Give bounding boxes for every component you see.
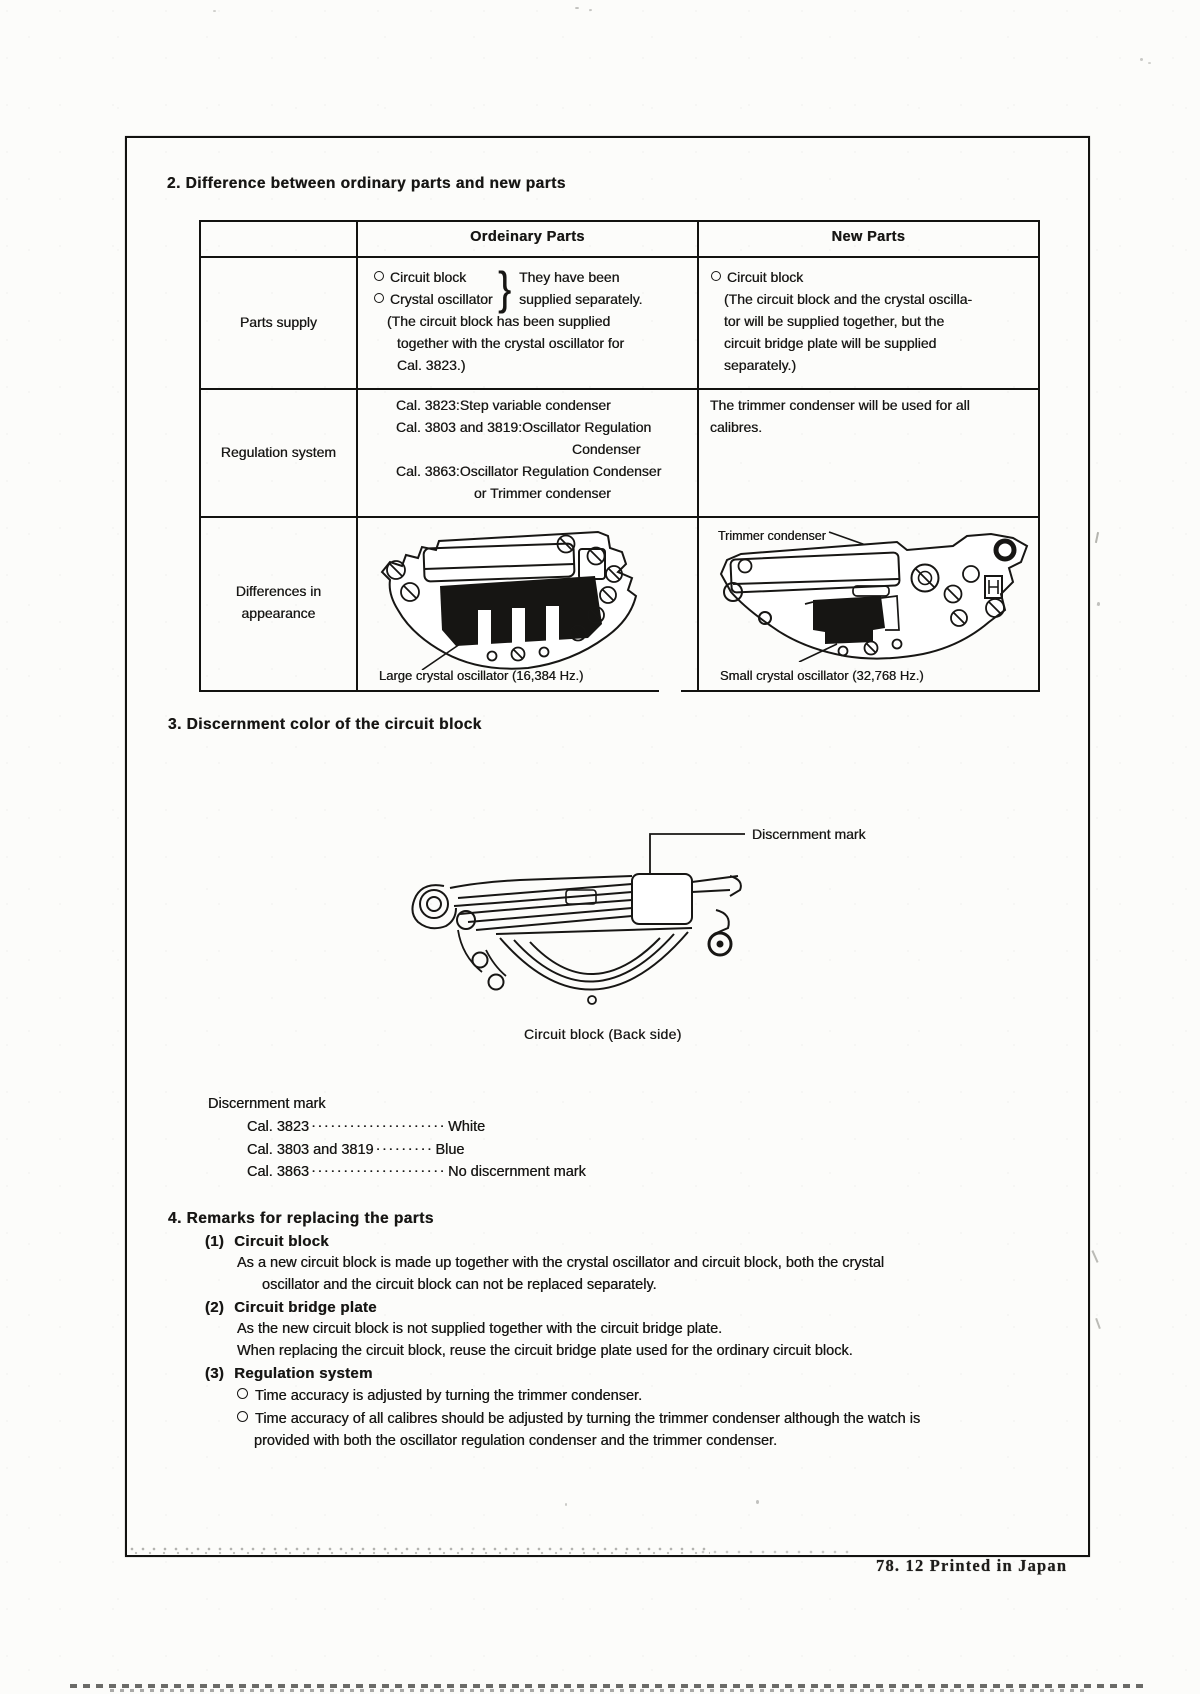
scan-speck — [565, 1503, 567, 1506]
cell-regulation-new: The trimmer condenser will be used for all calibres. — [710, 397, 970, 435]
discernment-mark-callout: Discernment mark — [752, 826, 866, 842]
scan-edge-artifact — [70, 1684, 1145, 1688]
circle-bullet-icon — [374, 271, 384, 281]
scan-speck — [1097, 602, 1100, 606]
print-footer: 78. 12 Printed in Japan — [876, 1556, 1068, 1575]
new-circuit-block-drawing — [701, 530, 1033, 662]
dot-leader: ········· — [375, 1141, 434, 1157]
supply-items: Circuit block Crystal oscillator — [374, 266, 493, 310]
supply-note: They have been supplied separately. — [519, 269, 643, 307]
item1-title: (1) Circuit block — [205, 1233, 329, 1250]
item1-body-line: oscillator and the circuit block can not be replaced separately. — [262, 1277, 657, 1293]
ordinary-circuit-block-drawing — [360, 522, 695, 670]
row-label-regulation-system: Regulation system — [220, 444, 337, 460]
column-header-new: New Parts — [831, 229, 906, 245]
section3-heading: 3. Discernment color of the circuit block — [168, 716, 482, 733]
scan-speck — [1148, 62, 1151, 64]
scan-mark — [1095, 532, 1099, 543]
cell-regulation-ordinary: Cal. 3823:Step variable condenser Cal. 3803 and 3819:Oscillator Regulation Condenser Cal. 3863:Oscillator Regulation Condenser or Trimmer condenser — [396, 397, 662, 501]
scan-edge-artifact — [110, 1689, 1090, 1692]
circle-bullet-icon — [237, 1411, 248, 1422]
cell-appearance-new — [699, 518, 1038, 690]
scan-mark — [1091, 1250, 1098, 1263]
item2-body-line: When replacing the circuit block, reuse the circuit bridge plate used for the ordinary circuit block. — [237, 1343, 853, 1359]
section2-heading: 2. Difference between ordinary parts and new parts — [167, 175, 566, 192]
dot-leader: ····················· — [311, 1163, 447, 1179]
column-header-ordinary: Ordeinary Parts — [470, 229, 585, 245]
dot-leader: ····················· — [311, 1118, 447, 1134]
item2-body-line: As the new circuit block is not supplied together with the circuit bridge plate. — [237, 1321, 723, 1337]
section4-heading: 4. Remarks for replacing the parts — [168, 1210, 434, 1227]
discernment-list-item: Cal. 3823 ····················· White — [247, 1118, 486, 1135]
row-label-differences-appearance: Differences in appearance — [235, 583, 322, 621]
item2-title: (2) Circuit bridge plate — [205, 1299, 377, 1316]
new-diagram-caption: Small crystal oscillator (32,768 Hz.) — [720, 668, 924, 683]
cell-appearance-ordinary — [358, 518, 697, 690]
brace-icon: } — [497, 262, 511, 314]
scan-speck — [575, 7, 579, 9]
circle-bullet-icon — [711, 271, 721, 281]
circle-bullet-icon — [237, 1388, 248, 1399]
item3-title: (3) Regulation system — [205, 1365, 373, 1382]
circle-bullet-icon — [374, 293, 384, 303]
circuit-block-back-side-drawing — [400, 790, 745, 1022]
item3-bullet-continuation: provided with both the oscillator regulation condenser and the trimmer condenser. — [254, 1433, 778, 1449]
cell-parts-supply-new: Circuit block (The circuit block and the crystal oscilla- tor will be supplied together, but the circuit bridge plate will be supplied separately.) — [699, 266, 1050, 376]
row-label-parts-supply: Parts supply — [239, 314, 318, 330]
scan-speck — [1140, 58, 1143, 61]
discernment-list-item: Cal. 3803 and 3819 ········· Blue — [247, 1141, 465, 1158]
scan-speck — [756, 1500, 759, 1504]
discernment-mark-list-title: Discernment mark — [208, 1096, 326, 1112]
item3-bullet: Time accuracy of all calibres should be adjusted by turning the trimmer condenser although the watch is — [237, 1411, 920, 1427]
scan-mark — [1095, 1318, 1101, 1329]
item1-body-line: As a new circuit block is made up together with the crystal oscillator and circuit block, both the crystal — [237, 1255, 885, 1271]
item3-bullet: Time accuracy is adjusted by turning the trimmer condenser. — [237, 1388, 642, 1404]
ordinary-diagram-caption: Large crystal oscillator (16,384 Hz.) — [379, 668, 584, 683]
back-side-caption: Circuit block (Back side) — [524, 1026, 682, 1042]
scan-speck — [589, 9, 592, 11]
cell-parts-supply-ordinary: Circuit block Crystal oscillator } They have been supplied separately. (The circuit block has been supplied together with the crystal oscillator for Cal. 3823.) — [358, 266, 713, 376]
trimmer-condenser-label: Trimmer condenser — [718, 529, 826, 543]
discernment-list-item: Cal. 3863 ····················· No discernment mark — [247, 1163, 586, 1180]
parts-comparison-table — [199, 220, 1040, 692]
scan-speck — [213, 10, 216, 12]
